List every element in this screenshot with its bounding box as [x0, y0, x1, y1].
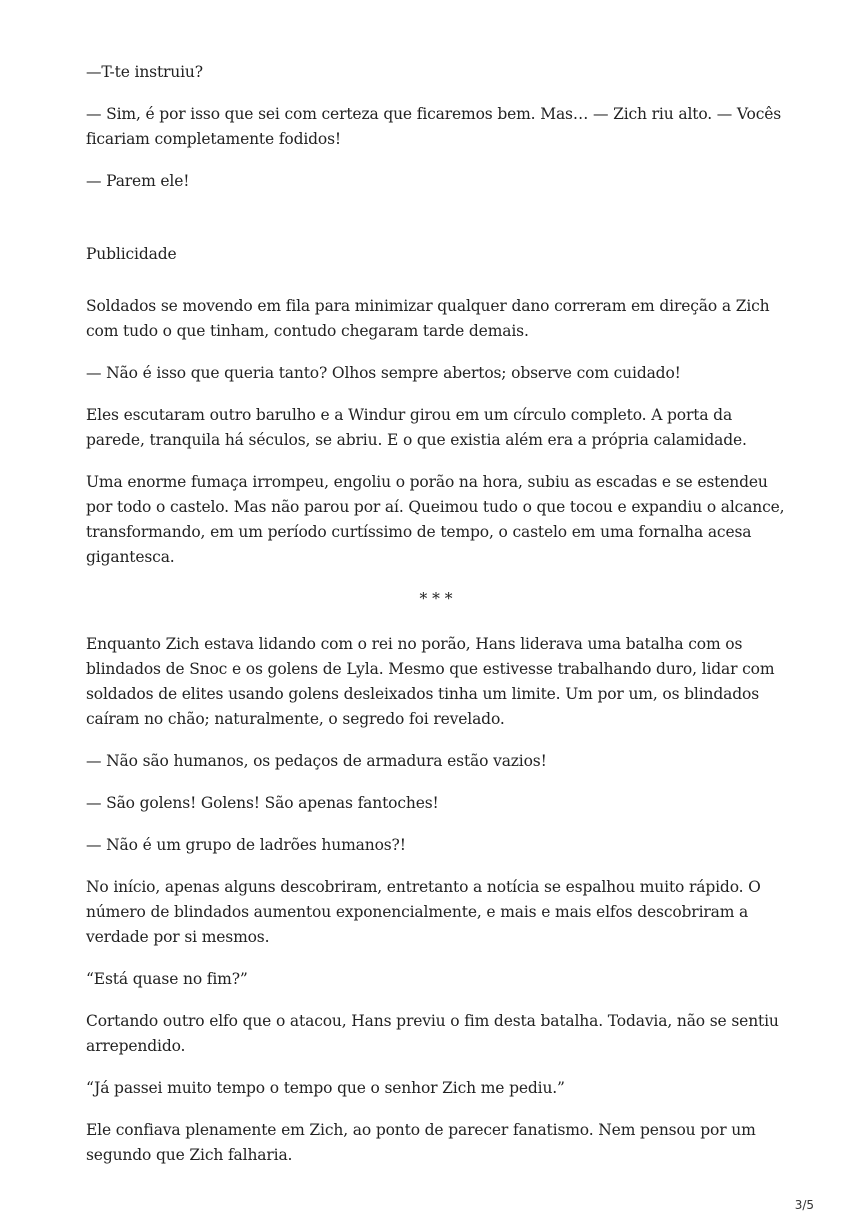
paragraph-12: No início, apenas alguns descobriram, entretanto a notícia se espalhou muito rápido. O número de blindados aumentou exponencialmente, e mais e mais elfos descobriram a verdade por si mesmos. — [86, 878, 761, 946]
paragraph-11: — Não é um grupo de ladrões humanos?! — [86, 836, 406, 854]
section-separator: * * * — [419, 590, 453, 608]
paragraph-9: — Não são humanos, os pedaços de armadura estão vazios! — [86, 752, 547, 770]
paragraph-1: —T-te instruiu? — [86, 63, 203, 81]
document-body — [86, 60, 786, 1185]
paragraph-6: Eles escutaram outro barulho e a Windur girou em um círculo completo. A porta da parede, tranquila há séculos, se abriu. E o que existia além era a própria calamidade. — [86, 406, 747, 449]
page-number: 3/5 — [794, 1198, 814, 1212]
paragraph-16: Ele confiava plenamente em Zich, ao ponto de parecer fanatismo. Nem pensou por um segundo que Zich falharia. — [86, 1121, 756, 1164]
paragraph-7: Uma enorme fumaça irrompeu, engoliu o porão na hora, subiu as escadas e se estendeu por todo o castelo. Mas não parou por aí. Queimou tudo o que tocou e expandiu o alcance, transformando, em um período curtíssimo de tempo, o castelo em uma fornalha acesa gigantesca. — [86, 473, 785, 566]
paragraph-15: “Já passei muito tempo o tempo que o senhor Zich me pediu.” — [86, 1079, 565, 1097]
paragraph-10: — São golens! Golens! São apenas fantoches! — [86, 794, 439, 812]
paragraph-4: Soldados se movendo em fila para minimizar qualquer dano correram em direção a Zich com tudo o que tinham, contudo chegaram tarde demais. — [86, 297, 770, 340]
advertisement-label: Publicidade — [86, 245, 177, 263]
paragraph-2: — Sim, é por isso que sei com certeza que ficaremos bem. Mas… — Zich riu alto. — Vocês ficariam completamente fodidos! — [86, 105, 782, 148]
paragraph-13: “Está quase no fim?” — [86, 970, 248, 988]
paragraph-8: Enquanto Zich estava lidando com o rei no porão, Hans liderava uma batalha com os blindados de Snoc e os golens de Lyla. Mesmo que estivesse trabalhando duro, lidar com soldados de elites usando golens desleixados tinha um limite. Um por um, os blindados caíram no chão; naturalmente, o segredo foi revelado. — [86, 635, 775, 728]
paragraph-3: — Parem ele! — [86, 172, 190, 190]
paragraph-14: Cortando outro elfo que o atacou, Hans previu o fim desta batalha. Todavia, não se sentiu arrependido. — [86, 1012, 779, 1055]
paragraph-5: — Não é isso que queria tanto? Olhos sempre abertos; observe com cuidado! — [86, 364, 681, 382]
